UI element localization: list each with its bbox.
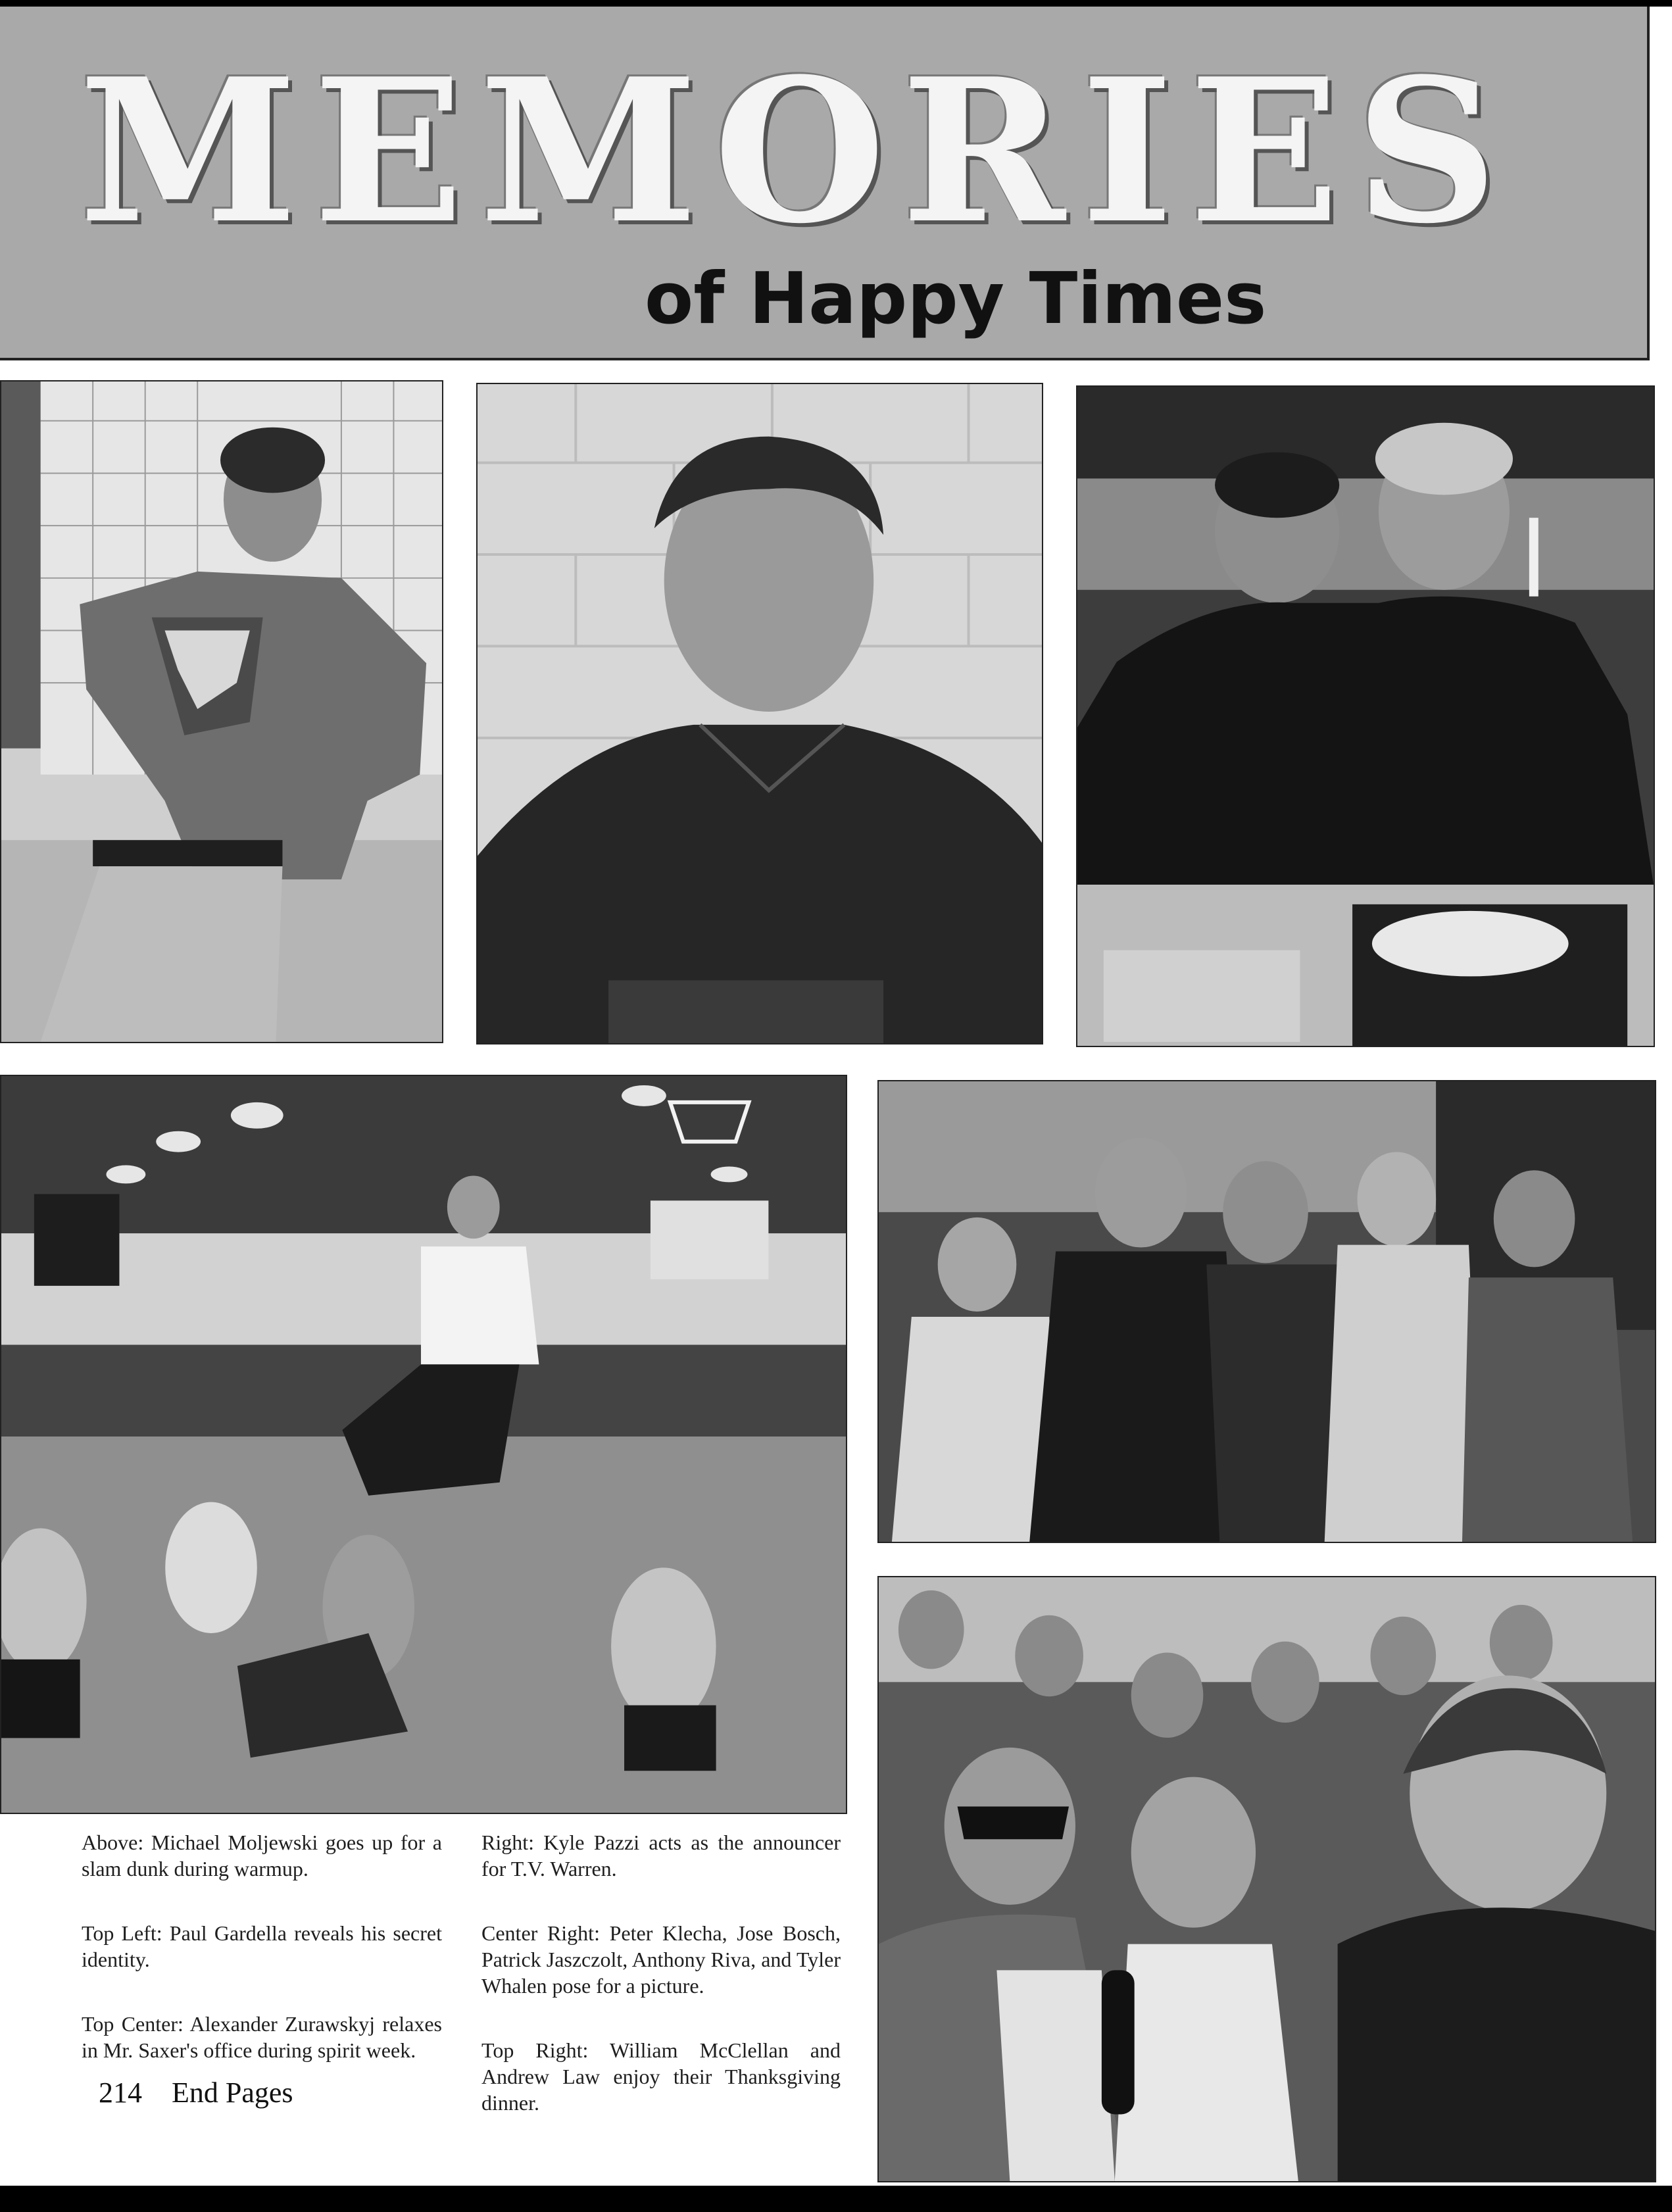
caption-column-right <box>481 1829 841 2154</box>
photo-top-right <box>1076 385 1655 1047</box>
photo-center-right <box>877 1080 1656 1543</box>
caption-slam-dunk: Above: Michael Moljewski goes up for a slam dunk during warmup. <box>82 1831 442 1880</box>
top-border <box>0 0 1672 7</box>
caption-center-right: Center Right: Peter Klecha, Jose Bosch, Patrick Jaszczolt, Anthony Riva, and Tyler Whalen pose for a picture. <box>481 1921 841 1998</box>
page-footer <box>99 2073 375 2113</box>
photo-slam-dunk <box>0 1075 847 1814</box>
photo-top-left <box>0 380 443 1043</box>
bottom-border <box>0 2186 1672 2212</box>
page-title: MEMORIES <box>79 35 1514 267</box>
caption-top-center: Top Center: Alexander Zurawskyj relaxes in Mr. Saxer's office during spirit week. <box>82 2012 442 2062</box>
page-number: 214 <box>99 2077 142 2109</box>
page-subtitle: of Happy Times <box>645 258 1267 340</box>
caption-column-left <box>82 1829 442 2101</box>
photo-right <box>877 1576 1656 2182</box>
caption-top-right: Top Right: William McClellan and Andrew Law enjoy their Thanksgiving dinner. <box>481 2038 841 2115</box>
section-name: End Pages <box>172 2077 293 2109</box>
caption-right: Right: Kyle Pazzi acts as the announcer for T.V. Warren. <box>481 1831 841 1880</box>
caption-top-left: Top Left: Paul Gardella reveals his secret identity. <box>82 1921 442 1971</box>
photo-top-center <box>476 383 1043 1045</box>
header-banner <box>0 7 1650 360</box>
